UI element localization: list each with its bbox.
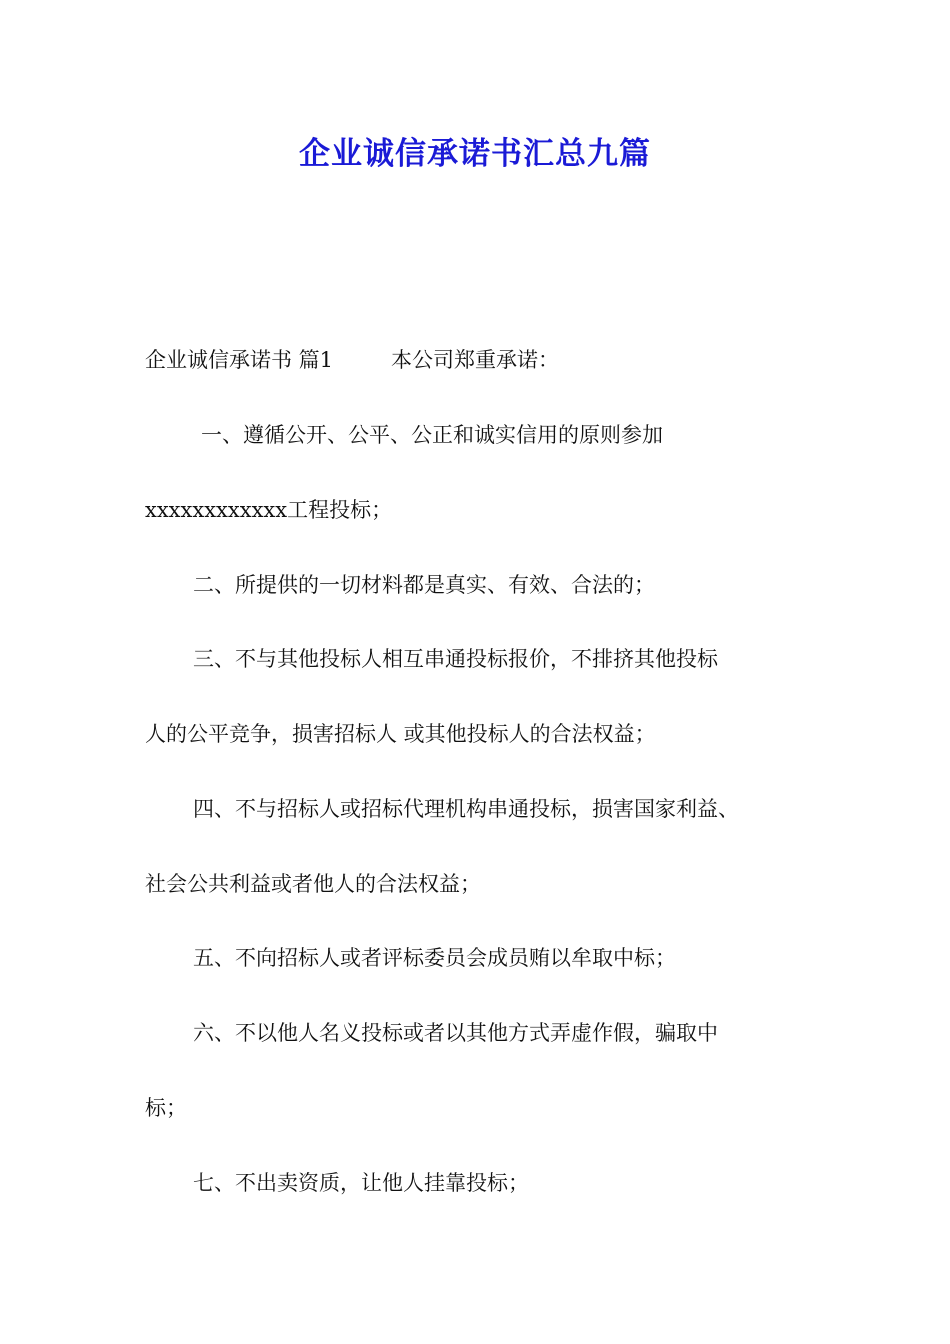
paragraph-line: 二、所提供的一切材料都是真实、有效、合法的； xyxy=(193,573,655,597)
paragraph-line: 四、不与招标人或招标代理机构串通投标，损害国家利益、 xyxy=(193,797,739,821)
intro-text: 本公司郑重承诺： xyxy=(391,348,560,372)
paragraph-line: 五、不向招标人或者评标委员会成员贿以牟取中标； xyxy=(193,946,676,970)
paragraph-line: 人的公平竞争，损害招标人 或其他投标人的合法权益； xyxy=(145,722,656,746)
paragraph-line: 六、不以他人名义投标或者以其他方式弄虚作假，骗取中 xyxy=(193,1021,718,1045)
paragraph-line: 三、不与其他投标人相互串通投标报价，不排挤其他投标 xyxy=(193,647,718,671)
paragraph-line: 一、遵循公开、公平、公正和诚实信用的原则参加 xyxy=(201,423,663,447)
paragraph-line: 七、不出卖资质，让他人挂靠投标； xyxy=(193,1171,529,1195)
paragraph-line: 社会公共利益或者他人的合法权益； xyxy=(145,872,481,896)
document-title: 企业诚信承诺书汇总九篇 xyxy=(299,136,651,172)
section-heading: 企业诚信承诺书 篇1 xyxy=(145,348,334,372)
section-heading-line xyxy=(145,340,815,380)
paragraph-line: 标； xyxy=(145,1096,187,1120)
paragraph-line: xxxxxxxxxxxx工程投标； xyxy=(145,498,393,522)
